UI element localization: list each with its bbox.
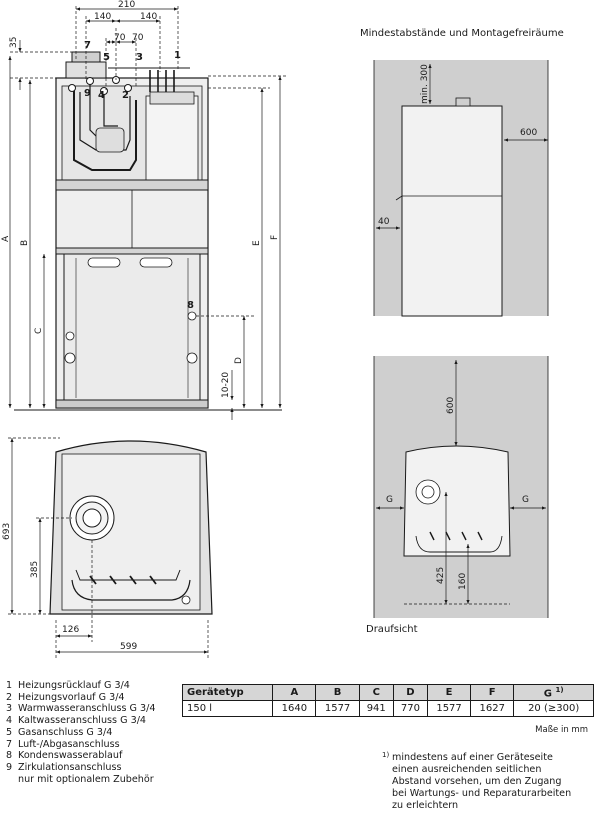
footnote-line: Abstand vorsehen, um den Zugang [392,776,562,787]
dim-210: 210 [118,0,136,10]
dim-126: 126 [62,625,80,635]
dim-599: 599 [120,642,138,652]
dim-35: 35 [9,36,19,48]
draufsicht-label: Draufsicht [366,624,418,635]
dim-70-left: 70 [114,33,126,43]
dim-10-20: 10-20 [221,371,231,398]
top-view-unit [50,441,212,614]
footnote-line: bei Wartungs- und Reparaturarbeiten [392,788,572,799]
table-header-row [183,685,594,701]
legend-item: 2 Heizungsvorlauf G 3/4 [6,691,125,703]
dim-G-right: G [522,495,529,505]
dimension-table [182,684,594,717]
table-cell: 150 l [183,701,273,717]
dim-600-right: 600 [520,128,538,138]
table-row [183,701,594,717]
callout-2: 2 [122,90,129,101]
unit-note: Maße in mm [535,725,588,735]
table-header-cell-g: G $^{1)}$ [514,685,594,701]
table-header-cell: E [427,685,470,701]
table-cell: 1627 [471,701,514,717]
legend-item: 3 Warmwasseranschluss G 3/4 [6,703,156,715]
footnote-mark: 1) [382,751,390,759]
table-header-cell: B [316,685,359,701]
table-cell: 20 (≥300) [514,701,594,717]
dim-70-right: 70 [132,33,144,43]
dim-40: 40 [378,217,390,227]
dim-B: B [20,239,30,246]
footnote-ref: 1) [555,686,564,694]
callout-3: 3 [136,52,143,63]
callout-5: 5 [103,52,110,63]
legend-item: 5 Gasanschluss G 3/4 [6,726,113,738]
footnote [382,751,598,812]
legend-item: 4 Kaltwasseranschluss G 3/4 [6,715,147,727]
dim-G-left: G [386,495,393,505]
table-header-cell: F [471,685,514,701]
dim-425: 425 [436,566,446,584]
table-cell: 1577 [316,701,359,717]
table-header-cell: Gerätetyp [183,685,273,701]
dim-140-left: 140 [94,12,112,22]
legend-item: 7 Luft-/Abgasanschluss [6,738,120,750]
dim-E: E [252,240,262,246]
table-header-cell: C [359,685,393,701]
dim-385: 385 [30,560,40,578]
callout-9: 9 [84,88,91,99]
footnote-line: einen ausreichenden seitlichen [392,764,542,775]
callout-8: 8 [187,300,194,311]
dim-C: C [34,327,44,334]
dimension-table-wrap [182,684,594,735]
mindest-title: Mindestabstände und Montagefreiräume [360,28,564,39]
clearance-front-panel [374,60,548,316]
dim-F: F [270,234,280,240]
footnote-line: zu erleichtern [392,800,459,811]
dim-600-top: 600 [446,396,456,414]
dim-140-right: 140 [140,12,158,22]
callout-4: 4 [98,90,105,101]
callout-7: 7 [84,40,91,51]
legend-item: 8 Kondenswasserablauf [6,750,123,762]
dim-D: D [234,357,244,364]
front-view [14,52,282,410]
dim-A: A [1,235,11,242]
table-header-cell: A [273,685,316,701]
dim-160: 160 [458,572,468,590]
footnote-line: mindestens auf einer Geräteseite [392,752,553,763]
table-cell: 1640 [273,701,316,717]
legend-item: 9 Zirkulationsanschluss [6,761,122,773]
dim-min-300: min. 300 [420,64,430,104]
connection-legend [6,680,174,785]
dim-693: 693 [2,522,12,540]
table-cell: 1577 [427,701,470,717]
table-cell: 770 [393,701,427,717]
legend-item: nur mit optionalem Zubehör [18,773,154,785]
legend-item: 1 Heizungsrücklauf G 3/4 [6,680,130,691]
callout-1: 1 [174,50,181,61]
table-cell: 941 [359,701,393,717]
table-header-cell: D [393,685,427,701]
